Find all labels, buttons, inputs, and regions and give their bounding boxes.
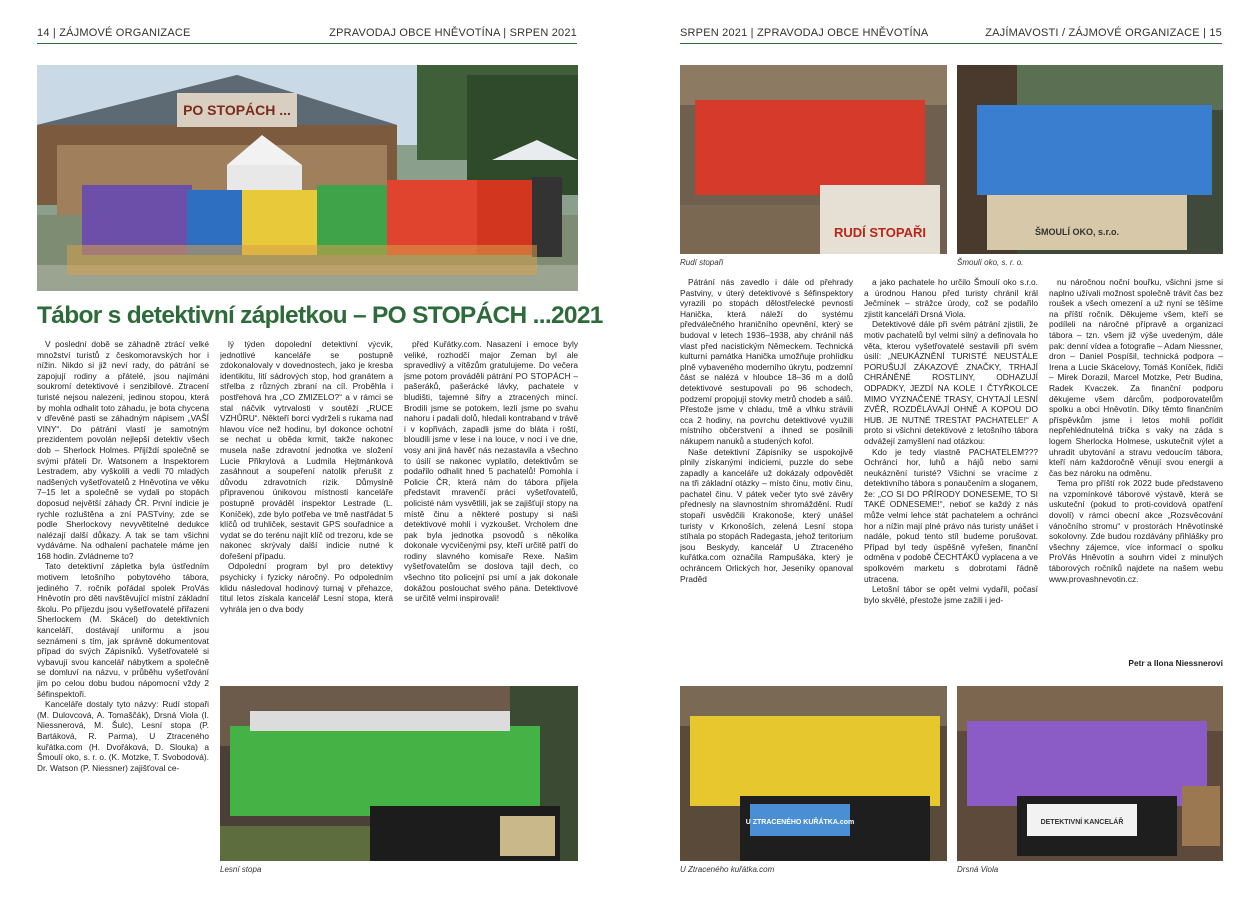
rudi-sign: RUDÍ STOPAŘI — [834, 225, 926, 240]
paragraph: nu náročnou noční bouřku, všichni jsme si naplno užívali možnost společně trávit čas bez roušek a všech omezení a už nyní se těšíme na příští ročník. Děkujeme všem, kteří se podíleli na náročné přípravě a organizaci tábora – tzn. všem již výše uvedeným, dále pak: denní vídea a fotografie – Adam Niessner, dron – Daniel Pospíšil, technická podpora – Irena a Lucie Skácelovy, Tomáš Koníček, řidiči – Mirek Dorazil, Marcel Motzke, Petr Budina, Radek Kvaczek. Za finanční podporu děkujeme všem dárcům, podporovatelům spolku a obci Hněvotín. Díky těmto finančním příspěvkům jsme i letos mohli pořídit nepřehlédnutelná trička s vaky na záda s logem Sherlocka Holmese, uskutečnit výlet a uhradit ubytování a stravu vedoucím tábora, kteří nám každoročně věnují svou energii a čas bez nároku na odměnu. — [1049, 277, 1223, 478]
paragraph: lý týden dopolední detektivní výcvik, jednotlivé kanceláře se postupně zdokonalovaly v dovednostech, jako je kresba identikitu, lití sádrových stop, hod granátem a střelba z různých zbraní na cíl. Proběhla i postřehová hra „CO ZMIZELO?“ a v rámci se stal náčvik vytrvalosti v soutěži „RUCE VZHŮRU“. Někteří borci vydrželi s rukama nad hlavou více než hodinu, byl dokonce ochotní se nechat u oběda krmit, takže nakonec musela naše zdravotní jednotka ve složení Lucie Přikrylová a Ludmila Hejtmánková zasáhnout a soupeření natolik přerušit z důvodu zdravotních rizik. Důmyslně připravenou únikovou místnosti kanceláře postupně prováděl inspektor Lestrade (L. Koníček), zde bylo potřeba ve tmě nastřádat 5 klíčů od truhliček, sestavit GPS souřadnice a vydat se do terénu najít klíč od trezoru, kde se nakonec skrývaly další indicie nutné k dořešení případu. — [220, 339, 393, 561]
right-page-header — [680, 25, 1222, 44]
rudi-stopari-photo-image — [680, 65, 947, 254]
kuratko-photo — [680, 686, 947, 861]
paragraph: Letošní tábor se opět velmi vydařil, počasí bylo skvělé, přestože jsme zažili i jed- — [864, 584, 1038, 605]
paragraph: Naše detektivní Zápisníky se uspokojivě plnily získanými indiciemi, puzzle do sebe zapadly a kanceláře už dokázaly odpovědět na tři základní otázky – místo činu, motiv činu, pachatel činu. V pátek večer tyto své závěry přednesly na slavnostním shromáždění. Rudí stopaři usvědčili Krakonoše, který unášel turisty v Krkonoších, zelená Lesní stopa stíhala po stopách Radegasta, jehož teritorium jsou Beskydy, kancelář U Ztraceného kuřátka.com označila Rampušáka, který je ochráncem Orlických hor, Jeseníky opanoval Praděd — [680, 446, 853, 584]
left-header-publication: ZPRAVODAJ OBCE HNĚVOTÍNA | SRPEN 2021 — [329, 27, 577, 39]
photo-caption: U Ztraceného kuřátka.com — [680, 865, 775, 874]
smouli-oko-photo-image — [957, 65, 1223, 254]
left-page-header — [37, 25, 577, 44]
paragraph: Odpolední program byl pro detektivy psychicky i fyzicky náročný. Po odpoledním klidu následoval hodinový turnaj v přehazce, titul letos získala kancelář Lesní stopa, která vyhrála jen o dva body — [220, 561, 393, 614]
left-column-3 — [404, 339, 578, 674]
paragraph: a jako pachatele ho určilo Šmoulí oko s.r.o. a úrodnou Hanou před turisty chránil král Ječmínek – strážce úrody, což se podařilo zjistit kanceláři Drsná Viola. — [864, 277, 1038, 319]
kancelar-sign: DETEKTIVNÍ KANCELÁŘ — [1040, 819, 1124, 826]
rudi-stopari-photo — [680, 65, 947, 254]
kuratko-sign: U ZTRACENÉHO KUŘÁTKA.com — [745, 819, 855, 826]
left-column-2 — [220, 339, 393, 674]
paragraph: Tema pro příští rok 2022 bude představeno na vzpomínkové táborové výstavě, která se uskuteční (pokud to proti-covidová opatření dovolí) v rámci obecní akce „Rozsvěcování vánočního stromu“ v prostorách Hněvotínské sokolovny. Zde budou rozdávány přihlášky pro všechny zájemce, více informací o spolku ProVás Hněvotín a souhrn videí z minulých táborových ročníků najdete na našem webu www.provashnevotin.cz. — [1049, 478, 1223, 584]
left-page — [0, 0, 612, 907]
right-header-section: ZAJÍMAVOSTI / ZÁJMOVÉ ORGANIZACE | 15 — [985, 27, 1222, 39]
article-title: Tábor s detektivní zápletkou – PO STOPÁCH ...2021 — [37, 302, 603, 329]
lesni-stopa-photo — [220, 686, 578, 861]
page-gutter — [612, 0, 645, 907]
right-header-publication: SRPEN 2021 | ZPRAVODAJ OBCE HNĚVOTÍNA — [680, 27, 929, 39]
photo-caption: Lesní stopa — [220, 865, 262, 874]
paragraph: V poslední době se záhadně ztrácí velké množství turistů z českomoravských hor i nížin. Nikdo si již neví rady, do pátrání se zapojují rodiny a přátelé, jsou najímáni soukromí detektivové i senzibilové. Ztracení turisté nejsou nalezeni, jedinou stopou, která by mohla odhalit toto záhadu, je bota chycena v dřevěné pasti se záhadným nápisem „VAŠÍ VINY“. Do pátrání vlastí je samotným prezidentem povolán nejlepší detektiv všech dob – Sherlock Holmes. Přijíždí společně se svými přáteli Dr. Watsonem a Inspektorem Lestradem, aby vyškolili a vedli 70 mladých nadšených vyšetřovatelů z Hněvotína ve věku 7–15 let a společně se vydali po stopách doposud největší záhady ČR. První indicie je rychle rozluštěna a zní PASTviny, zde se podle Sherlockovy nevyvětitelné dedukce nalézají další důkazy. A tak se tam všichni vydáváme. Na odhalení pachatele máme jen 168 hodin. Zvládneme to? — [37, 339, 209, 561]
drsna-viola-photo — [957, 686, 1223, 861]
camp-group-photo-image — [37, 65, 578, 291]
paragraph: před Kuřátky.com. Nasazení i emoce byly veliké, rozhodčí major Zeman byl ale spravedlivý a vítězům gratulujeme. Do večera jsme potom prováděli pátrání PO STOPÁCH – pašeráků, pašerácké lávky, pachatele v bludišti, tajemné šifry a ztracených mincí. Brodili jsme se potokem, lezli jsme po svahu nahoru i padali dolů, hledali kontraband v trávě i v kopřivách, zapadli jsme do bláta i roští, bloudili jsme v lese i na louce, v noci i ve dne, vosy ani jiná havěť nás nezastavila a všechno to úsilí se nakonec vyplatilo, detektivům se podařilo odhalit hned 5 pachatelů! Pomohla i Policie ČR, která nám do tábora přijela představit mravenčí práci vyšetřovatelů, policisté nám vysvětlili, jak se zajišťují stopy na místě činu a některé postupy si naši detektivové mohli i vyzkoušet. Vrcholem dne pak byla jednotka psovodů s několika dokonale vycvičenými psy, kteří určitě patří do rodiny slavného komisaře Rexe. Našim vyšetřovatelům se doslova tajil dech, co všechno tito policejní psi umí a jak dokonale dokážou poslouchat svého pána. Detektivové se určitě velmi inspirovali! — [404, 339, 578, 604]
camp-banner-text: PO STOPÁCH ... — [183, 102, 291, 118]
photo-caption: Šmoulí oko, s. r. o. — [957, 258, 1024, 267]
smouli-oko-photo — [957, 65, 1223, 254]
photo-caption: Rudí stopaři — [680, 258, 724, 267]
paragraph: Tato detektivní zápletka byla ústředním motivem letošního pobytového tábora, jediného 7. ročník pořádal spolek ProVás Hněvotín pro děti navštěvující místní základní školu. Po příjezdu jsou vyšetřovatelé přiřazeni Sherlockem (M. Skácel) do detektivních kanceláří, dostávají uniformu a jsou seznámeni s tím, jak správně dokumentovat případ do svých Zápisníků. Vyšetřovatelé si vybavují svou kancelář nábytkem a společně se domluví na názvu, v průběhu vyšetřování jim po celou dobu budou nápomocní vždy 2 šéfinspektoři. — [37, 561, 209, 699]
right-page — [645, 0, 1257, 907]
camp-group-photo — [37, 65, 578, 291]
campers-crowd — [67, 177, 562, 275]
left-column-1 — [37, 339, 209, 885]
kuratko-photo-image — [680, 686, 947, 861]
right-column-1 — [680, 277, 853, 675]
paragraph: Kdo je tedy vlastně PACHATELEM??? Ochránci hor, luhů a hájů nebo sami neukáznění turisté? Všichni se vracíme z detektivního tábora s ponaučením a sloganem, že: „CO SI DO PŘÍRODY DONESEME, TO SI TAKÉ ODNESEME!“, neboť se každý z nás může velmi lehce stát pachatelem a ochránci hor a nížin mají plné právo nás turisty unášet i nadále, pokud tento stíl budeme porušovat. Případ byl tedy úspěšně vyřešen, finanční odměna v podobě ČECHTÁKŮ vyplacena a ve spolkovém marketu s dobrotami řádně utracena. — [864, 446, 1038, 584]
drsna-viola-photo-image — [957, 686, 1223, 861]
paragraph: Pátrání nás zavedlo i dále od přehrady Pastviny, v úterý detektivové s šéfinspektory vyrazili po stopách dělostřelecké pevnosti Hanička, která náleží do systému předválečného hraničního opevnění, který se budoval v letech 1936–1938, aby chránil náš vlast před nacistickým Německem. Technická kulturní památka Hanička umožňuje prohlídku plně vybaveného moderního úkrytu, podzemní část se nalézá v hloubce 18–36 m a dolů detektivové sestupovali po 96 schodech, podzemí propojují stovky metrů chodeb a sálů. Přestože jsme v chladu, tmě a vlhku strávili cca 2 hodiny, na povrchu detektivové využili místního občerstvení a ihned se posilnili nákupem nanuků a studených kofol. — [680, 277, 853, 446]
photo-caption: Drsná Viola — [957, 865, 999, 874]
paragraph: Kanceláře dostaly tyto názvy: Rudí stopaři (M. Dulovcová, A. Tomaščák), Drsná Viola (I. Niessnerová, M. Šulc), Lesní stopa (P. Bartáková, R. Parma), U Ztraceného kuřátka.com (H. Dvořáková, D. Slouka) a Šmoulí oko, s. r. o. (K. Motzke, T. Svobodová). Dr. Watson (P. Niessner) zajišťoval ce- — [37, 699, 209, 773]
lesni-stopa-photo-image — [220, 686, 578, 861]
left-header-section: 14 | ZÁJMOVÉ ORGANIZACE — [37, 27, 191, 39]
paragraph: Detektivové dále při svém pátrání zjistili, že motiv pachatelů byl velmi silný a definovala ho věta, kterou vyšetřovatelé sestavili při svém úsilí: „NEUKÁZNĚNÍ TURISTÉ NEUSTÁLE PORUŠUJÍ ZÁKAZOVÉ ZNAČKY, TRHAJÍ CHRÁNĚNÉ ROSTLINY, ODHAZUJÍ ODPADKY, JEZDÍ NA KOLE I ČTYŘKOLCE MIMO VYZNAČENÉ TRASY, CHYTAJÍ LESNÍ ZVĚŘ, ROZDĚLÁVAJÍ OHNĚ A KOPOU DO HUB. JE NUTNÉ TRESTAT PACHATELE!“ A proto si všichni detektivové z letošního tábora odvážejí zamyšlení nad otázkou: — [864, 319, 1038, 446]
right-column-2 — [864, 277, 1038, 675]
right-column-3 — [1049, 277, 1223, 667]
smouli-sign: ŠMOULÍ OKO, s.r.o. — [1034, 227, 1120, 237]
article-signature: Petr a Ilona Niessnerovi — [1128, 658, 1223, 668]
